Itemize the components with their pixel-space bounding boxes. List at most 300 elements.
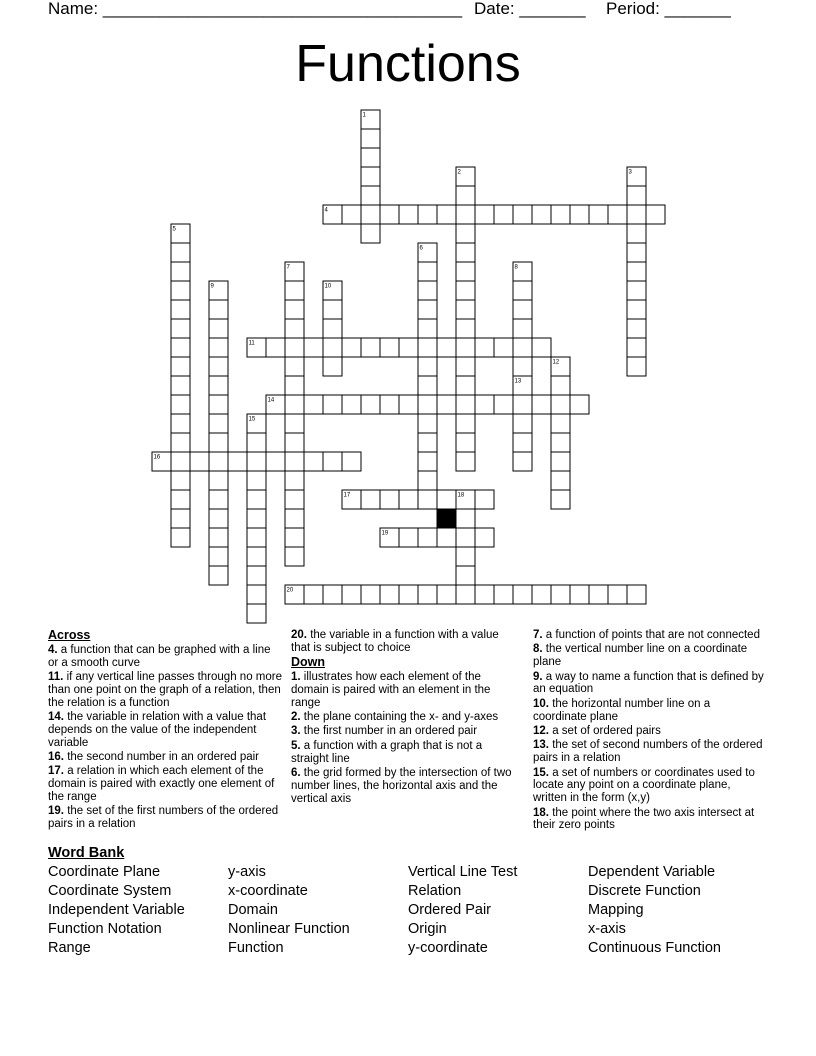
word-bank-item: Vertical Line Test	[408, 864, 518, 880]
grid-cell[interactable]	[456, 528, 475, 547]
grid-cell[interactable]	[247, 509, 266, 528]
grid-cell[interactable]	[209, 319, 228, 338]
clue-text: the vertical number line on a coordinate plane	[533, 643, 748, 669]
cell-number: 17	[343, 492, 351, 499]
clue-text: the variable in a function with a value that is subject to choice	[291, 629, 499, 654]
grid-cell[interactable]	[361, 395, 380, 414]
grid-cell[interactable]	[551, 490, 570, 509]
grid-cell[interactable]	[209, 528, 228, 547]
word-bank-item: x-coordinate	[228, 883, 308, 899]
grid-cell[interactable]	[418, 300, 437, 319]
clue-number: 14.	[48, 710, 64, 723]
word-bank-item: Domain	[228, 902, 278, 918]
grid-cell[interactable]	[285, 433, 304, 452]
grid-cell[interactable]	[361, 490, 380, 509]
grid-cell[interactable]	[361, 186, 380, 205]
grid-cell[interactable]	[361, 129, 380, 148]
clue-text: a set of ordered pairs	[552, 724, 661, 737]
word-bank-item: Nonlinear Function	[228, 921, 350, 937]
grid-cell[interactable]	[456, 243, 475, 262]
grid-cell[interactable]	[342, 338, 361, 357]
grid-cell[interactable]	[627, 262, 646, 281]
grid-cell[interactable]	[551, 471, 570, 490]
grid-cell[interactable]	[304, 395, 323, 414]
grid-cell[interactable]	[247, 433, 266, 452]
grid-cell[interactable]	[323, 319, 342, 338]
grid-cell[interactable]	[323, 338, 342, 357]
grid-cell[interactable]	[532, 338, 551, 357]
grid-cell[interactable]	[171, 490, 190, 509]
clue-across-16	[48, 751, 283, 764]
grid-cell[interactable]	[323, 300, 342, 319]
clue-text: the plane containing the x- and y-axes	[303, 710, 499, 723]
grid-cell[interactable]	[418, 585, 437, 604]
clue-text: the point where the two axis intersect at their zero points	[533, 806, 755, 832]
grid-cell[interactable]	[646, 205, 665, 224]
grid-cell[interactable]	[570, 395, 589, 414]
grid-cell[interactable]	[418, 471, 437, 490]
grid-cell[interactable]	[171, 433, 190, 452]
grid-cell[interactable]	[247, 490, 266, 509]
date-label: Date:	[474, 0, 515, 18]
grid-cell[interactable]	[209, 300, 228, 319]
clue-number: 1.	[291, 670, 301, 683]
grid-cell[interactable]	[171, 509, 190, 528]
clue-text: the set of second numbers of the ordered pairs in a relation	[533, 739, 763, 765]
grid-cell[interactable]	[437, 395, 456, 414]
grid-black-cell	[437, 509, 456, 528]
clue-down-5	[291, 740, 519, 766]
grid-cell[interactable]	[551, 205, 570, 224]
clue-number: 20.	[291, 629, 307, 641]
clue-number: 5.	[291, 739, 301, 752]
grid-cell[interactable]	[171, 300, 190, 319]
word-bank-item: y-coordinate	[408, 940, 488, 956]
clue-down-6	[291, 767, 519, 805]
clue-number: 15.	[533, 766, 549, 779]
grid-cell[interactable]	[551, 414, 570, 433]
grid-cell[interactable]	[627, 319, 646, 338]
grid-cell[interactable]	[342, 452, 361, 471]
clue-down-1	[291, 671, 519, 709]
grid-cell[interactable]	[247, 471, 266, 490]
grid-cell[interactable]	[361, 205, 380, 224]
grid-cell[interactable]	[171, 357, 190, 376]
grid-cell[interactable]	[285, 281, 304, 300]
clue-down-3	[291, 725, 519, 738]
clue-text: the grid formed by the intersection of two number lines, the horizontal axis and the vertical axis	[291, 766, 512, 805]
grid-cell[interactable]	[361, 148, 380, 167]
grid-cell[interactable]	[475, 490, 494, 509]
grid-cell[interactable]	[475, 528, 494, 547]
grid-cell[interactable]	[266, 452, 285, 471]
grid-cell[interactable]	[380, 205, 399, 224]
grid-cell[interactable]	[418, 395, 437, 414]
grid-cell[interactable]	[171, 281, 190, 300]
word-bank-item: Range	[48, 940, 91, 956]
grid-cell[interactable]	[513, 452, 532, 471]
clue-text: if any vertical line passes through no more than one point on the graph of a relation, then the relation is a function	[48, 670, 282, 709]
grid-cell[interactable]	[418, 376, 437, 395]
grid-cell[interactable]	[418, 452, 437, 471]
grid-cell[interactable]	[456, 357, 475, 376]
grid-cell[interactable]	[247, 547, 266, 566]
grid-cell[interactable]	[285, 471, 304, 490]
grid-cell[interactable]	[494, 585, 513, 604]
clue-down-18	[533, 807, 765, 833]
grid-cell[interactable]	[532, 205, 551, 224]
cell-number: 1	[362, 112, 366, 119]
clue-across-11	[48, 671, 283, 709]
grid-cell[interactable]	[399, 585, 418, 604]
name-line[interactable]: ______________________________________	[102, 0, 463, 18]
grid-cell[interactable]	[418, 319, 437, 338]
cell-number: 12	[552, 359, 560, 366]
grid-cell[interactable]	[304, 585, 323, 604]
grid-cell[interactable]	[399, 338, 418, 357]
grid-cell[interactable]	[266, 338, 285, 357]
clue-down-7	[533, 629, 765, 642]
grid-cell[interactable]	[285, 414, 304, 433]
grid-cell[interactable]	[494, 395, 513, 414]
word-bank-item: Relation	[408, 883, 462, 899]
clue-down-8	[533, 643, 765, 669]
grid-cell[interactable]	[418, 262, 437, 281]
cell-number: 7	[286, 264, 290, 271]
grid-cell[interactable]	[285, 395, 304, 414]
grid-cell[interactable]	[456, 281, 475, 300]
grid-cell[interactable]	[247, 566, 266, 585]
grid-cell[interactable]	[342, 585, 361, 604]
clue-number: 2.	[291, 710, 301, 723]
grid-cell[interactable]	[418, 357, 437, 376]
grid-cell[interactable]	[171, 319, 190, 338]
word-bank-item: y-axis	[228, 864, 266, 880]
grid-cell[interactable]	[513, 300, 532, 319]
grid-cell[interactable]	[627, 357, 646, 376]
clue-number: 13.	[533, 739, 549, 752]
clue-text: the horizontal number line on a coordinate plane	[533, 697, 711, 723]
clue-down-2	[291, 711, 519, 724]
clue-across-17	[48, 765, 283, 803]
grid-cell[interactable]	[209, 414, 228, 433]
word-bank-item: Dependent Variable	[588, 864, 716, 880]
grid-cell[interactable]	[209, 547, 228, 566]
clue-across-4	[48, 644, 283, 670]
clue-number: 19.	[48, 805, 64, 818]
grid-cell[interactable]	[608, 205, 627, 224]
clue-number: 12.	[533, 724, 549, 737]
grid-cell[interactable]	[513, 414, 532, 433]
cell-number: 10	[324, 283, 332, 290]
grid-cell[interactable]	[361, 224, 380, 243]
grid-cell[interactable]	[570, 205, 589, 224]
word-bank-item: Continuous Function	[588, 940, 721, 956]
grid-cell[interactable]	[247, 585, 266, 604]
clue-text: a function that can be graphed with a line or a smooth curve	[48, 643, 271, 669]
clue-text: a way to name a function that is defined by an equation	[533, 670, 764, 696]
name-label: Name:	[48, 0, 99, 18]
grid-cell[interactable]	[513, 205, 532, 224]
grid-cell[interactable]	[380, 395, 399, 414]
grid-cell[interactable]	[418, 281, 437, 300]
period-line[interactable]: _______	[664, 0, 731, 18]
period-label: Period:	[606, 0, 660, 18]
grid-cell[interactable]	[456, 585, 475, 604]
grid-cell[interactable]	[380, 490, 399, 509]
grid-cell[interactable]	[627, 243, 646, 262]
grid-cell[interactable]	[627, 186, 646, 205]
grid-cell[interactable]	[437, 490, 456, 509]
grid-cell[interactable]	[437, 528, 456, 547]
clue-column-1	[48, 629, 283, 833]
grid-cell[interactable]	[228, 452, 247, 471]
grid-cell[interactable]	[418, 528, 437, 547]
grid-cell[interactable]	[209, 338, 228, 357]
word-bank-heading: Word Bank	[48, 845, 125, 861]
grid-cell[interactable]	[475, 395, 494, 414]
grid-cell[interactable]	[608, 585, 627, 604]
cell-number: 16	[153, 454, 161, 461]
cell-number: 2	[457, 169, 461, 176]
cell-number: 6	[419, 245, 423, 252]
clue-text: a set of numbers or coordinates used to locate any point on a coordinate plane, written in the form (x,y)	[533, 766, 755, 805]
across-heading: Across	[48, 628, 91, 642]
grid-cell[interactable]	[513, 319, 532, 338]
grid-cell[interactable]	[171, 376, 190, 395]
grid-cell[interactable]	[247, 452, 266, 471]
clue-text: a function with a graph that is not a straight line	[291, 739, 483, 765]
grid-cell[interactable]	[209, 566, 228, 585]
grid-cell[interactable]	[418, 338, 437, 357]
cell-number: 11	[248, 340, 255, 347]
grid-cell[interactable]	[456, 547, 475, 566]
grid-cell[interactable]	[209, 452, 228, 471]
grid-cell[interactable]	[456, 376, 475, 395]
grid-cell[interactable]	[323, 585, 342, 604]
grid-cell[interactable]	[456, 186, 475, 205]
word-bank-item: Coordinate System	[48, 883, 172, 899]
grid-cell[interactable]	[285, 547, 304, 566]
grid-cell[interactable]	[418, 490, 437, 509]
grid-cell[interactable]	[399, 205, 418, 224]
grid-cell[interactable]	[361, 338, 380, 357]
grid-cell[interactable]	[456, 205, 475, 224]
cell-number: 13	[514, 378, 522, 385]
grid-cell[interactable]	[627, 338, 646, 357]
grid-cell[interactable]	[627, 281, 646, 300]
grid-cell[interactable]	[437, 585, 456, 604]
cell-number: 8	[514, 264, 518, 271]
grid-cell[interactable]	[532, 395, 551, 414]
word-bank-item: Function	[228, 940, 284, 956]
grid-cell[interactable]	[456, 262, 475, 281]
grid-cell[interactable]	[171, 262, 190, 281]
grid-cell[interactable]	[551, 452, 570, 471]
clue-number: 18.	[533, 806, 549, 819]
grid-cell[interactable]	[323, 357, 342, 376]
grid-cell[interactable]	[171, 471, 190, 490]
grid-cell[interactable]	[456, 433, 475, 452]
grid-cell[interactable]	[171, 414, 190, 433]
grid-cell[interactable]	[532, 585, 551, 604]
cell-number: 15	[248, 416, 256, 423]
grid-cell[interactable]	[570, 585, 589, 604]
grid-cell[interactable]	[342, 395, 361, 414]
clue-number: 6.	[291, 766, 301, 779]
page-title: Functions	[295, 35, 521, 93]
cell-number: 5	[172, 226, 176, 233]
grid-cell[interactable]	[285, 452, 304, 471]
word-bank-item: Discrete Function	[588, 883, 701, 899]
grid-cell[interactable]	[399, 490, 418, 509]
word-bank-item: Mapping	[588, 902, 644, 918]
cell-number: 18	[457, 492, 465, 499]
grid-cell[interactable]	[209, 376, 228, 395]
grid-cell[interactable]	[171, 528, 190, 547]
clue-text: the variable in relation with a value that depends on the value of the independent variable	[48, 710, 267, 749]
grid-cell[interactable]	[285, 528, 304, 547]
grid-cell[interactable]	[627, 300, 646, 319]
grid-cell[interactable]	[399, 395, 418, 414]
grid-cell[interactable]	[380, 338, 399, 357]
clue-text: the first number in an ordered pair	[303, 725, 478, 738]
grid-cell[interactable]	[209, 490, 228, 509]
grid-cell[interactable]	[494, 205, 513, 224]
grid-cell[interactable]	[304, 452, 323, 471]
grid-cell[interactable]	[627, 224, 646, 243]
grid-cell[interactable]	[456, 224, 475, 243]
clue-across-20	[291, 629, 519, 655]
grid-cell[interactable]	[475, 585, 494, 604]
grid-cell[interactable]	[171, 452, 190, 471]
grid-cell[interactable]	[551, 376, 570, 395]
grid-cell[interactable]	[209, 471, 228, 490]
grid-cell[interactable]	[285, 319, 304, 338]
grid-cell[interactable]	[285, 376, 304, 395]
grid-cell[interactable]	[247, 528, 266, 547]
clue-column-3	[533, 629, 765, 834]
cell-number: 20	[286, 587, 294, 594]
grid-cell[interactable]	[361, 585, 380, 604]
word-bank-item: x-axis	[588, 921, 626, 937]
clue-down-12	[533, 725, 765, 738]
clue-number: 7.	[533, 629, 543, 641]
grid-cell[interactable]	[323, 452, 342, 471]
grid-cell[interactable]	[627, 205, 646, 224]
word-bank-item: Independent Variable	[48, 902, 185, 918]
clue-number: 11.	[48, 670, 64, 683]
clue-number: 4.	[48, 643, 58, 656]
grid-cell[interactable]	[437, 205, 456, 224]
cell-number: 4	[324, 207, 328, 214]
grid-cell[interactable]	[456, 566, 475, 585]
grid-cell[interactable]	[323, 395, 342, 414]
grid-cell[interactable]	[627, 585, 646, 604]
date-line[interactable]: _______	[519, 0, 586, 18]
clue-number: 16.	[48, 750, 64, 763]
clue-number: 17.	[48, 765, 64, 778]
clue-number: 10.	[533, 697, 549, 710]
grid-cell[interactable]	[456, 395, 475, 414]
clue-down-10	[533, 698, 765, 724]
clue-across-14	[48, 711, 283, 749]
grid-cell[interactable]	[551, 395, 570, 414]
clue-text: a function of points that are not connected	[545, 629, 760, 641]
grid-cell[interactable]	[247, 604, 266, 623]
grid-cell[interactable]	[285, 338, 304, 357]
clue-text: a relation in which each element of the domain is paired with exactly one element of the range	[48, 765, 275, 803]
grid-cell[interactable]	[190, 452, 209, 471]
clue-text: the second number in an ordered pair	[67, 750, 259, 763]
grid-cell[interactable]	[456, 509, 475, 528]
grid-cell[interactable]	[285, 509, 304, 528]
grid-cell[interactable]	[418, 433, 437, 452]
grid-cell[interactable]	[513, 395, 532, 414]
clue-text: the set of the first numbers of the ordered pairs in a relation	[48, 805, 279, 831]
grid-cell[interactable]	[209, 357, 228, 376]
grid-cell[interactable]	[418, 205, 437, 224]
grid-cell[interactable]	[456, 338, 475, 357]
grid-cell[interactable]	[551, 433, 570, 452]
cell-number: 14	[267, 397, 275, 404]
grid-cell[interactable]	[171, 338, 190, 357]
grid-cell[interactable]	[380, 585, 399, 604]
grid-cell[interactable]	[513, 338, 532, 357]
grid-cell[interactable]	[475, 205, 494, 224]
grid-cell[interactable]	[285, 300, 304, 319]
grid-cell[interactable]	[589, 585, 608, 604]
grid-cell[interactable]	[437, 338, 456, 357]
grid-cell[interactable]	[361, 167, 380, 186]
clue-number: 3.	[291, 725, 301, 738]
grid-cell[interactable]	[456, 300, 475, 319]
grid-cell[interactable]	[209, 509, 228, 528]
grid-cell[interactable]	[399, 528, 418, 547]
grid-cell[interactable]	[551, 585, 570, 604]
grid-cell[interactable]	[456, 414, 475, 433]
grid-cell[interactable]	[342, 205, 361, 224]
clue-number: 8.	[533, 643, 543, 656]
grid-cell[interactable]	[285, 490, 304, 509]
grid-cell[interactable]	[209, 395, 228, 414]
grid-cell[interactable]	[494, 338, 513, 357]
grid-cell[interactable]	[513, 433, 532, 452]
grid-cell[interactable]	[513, 585, 532, 604]
grid-cell[interactable]	[513, 357, 532, 376]
clue-down-13	[533, 739, 765, 765]
grid-cell[interactable]	[475, 338, 494, 357]
word-bank-item: Coordinate Plane	[48, 864, 161, 880]
word-bank-item: Origin	[408, 921, 447, 937]
down-heading: Down	[291, 655, 326, 670]
grid-cell[interactable]	[456, 452, 475, 471]
grid-cell[interactable]	[304, 338, 323, 357]
grid-cell[interactable]	[418, 414, 437, 433]
grid-cell[interactable]	[456, 319, 475, 338]
clue-down-15	[533, 767, 765, 805]
grid-cell[interactable]	[209, 433, 228, 452]
grid-cell[interactable]	[589, 205, 608, 224]
grid-cell[interactable]	[513, 281, 532, 300]
grid-cell[interactable]	[171, 243, 190, 262]
word-bank-item: Function Notation	[48, 921, 162, 937]
clue-text: illustrates how each element of the domain is paired with an element in the range	[291, 670, 491, 709]
clue-column-2	[291, 629, 519, 807]
word-bank-item: Ordered Pair	[408, 902, 492, 918]
grid-cell[interactable]	[171, 395, 190, 414]
grid-cell[interactable]	[285, 357, 304, 376]
